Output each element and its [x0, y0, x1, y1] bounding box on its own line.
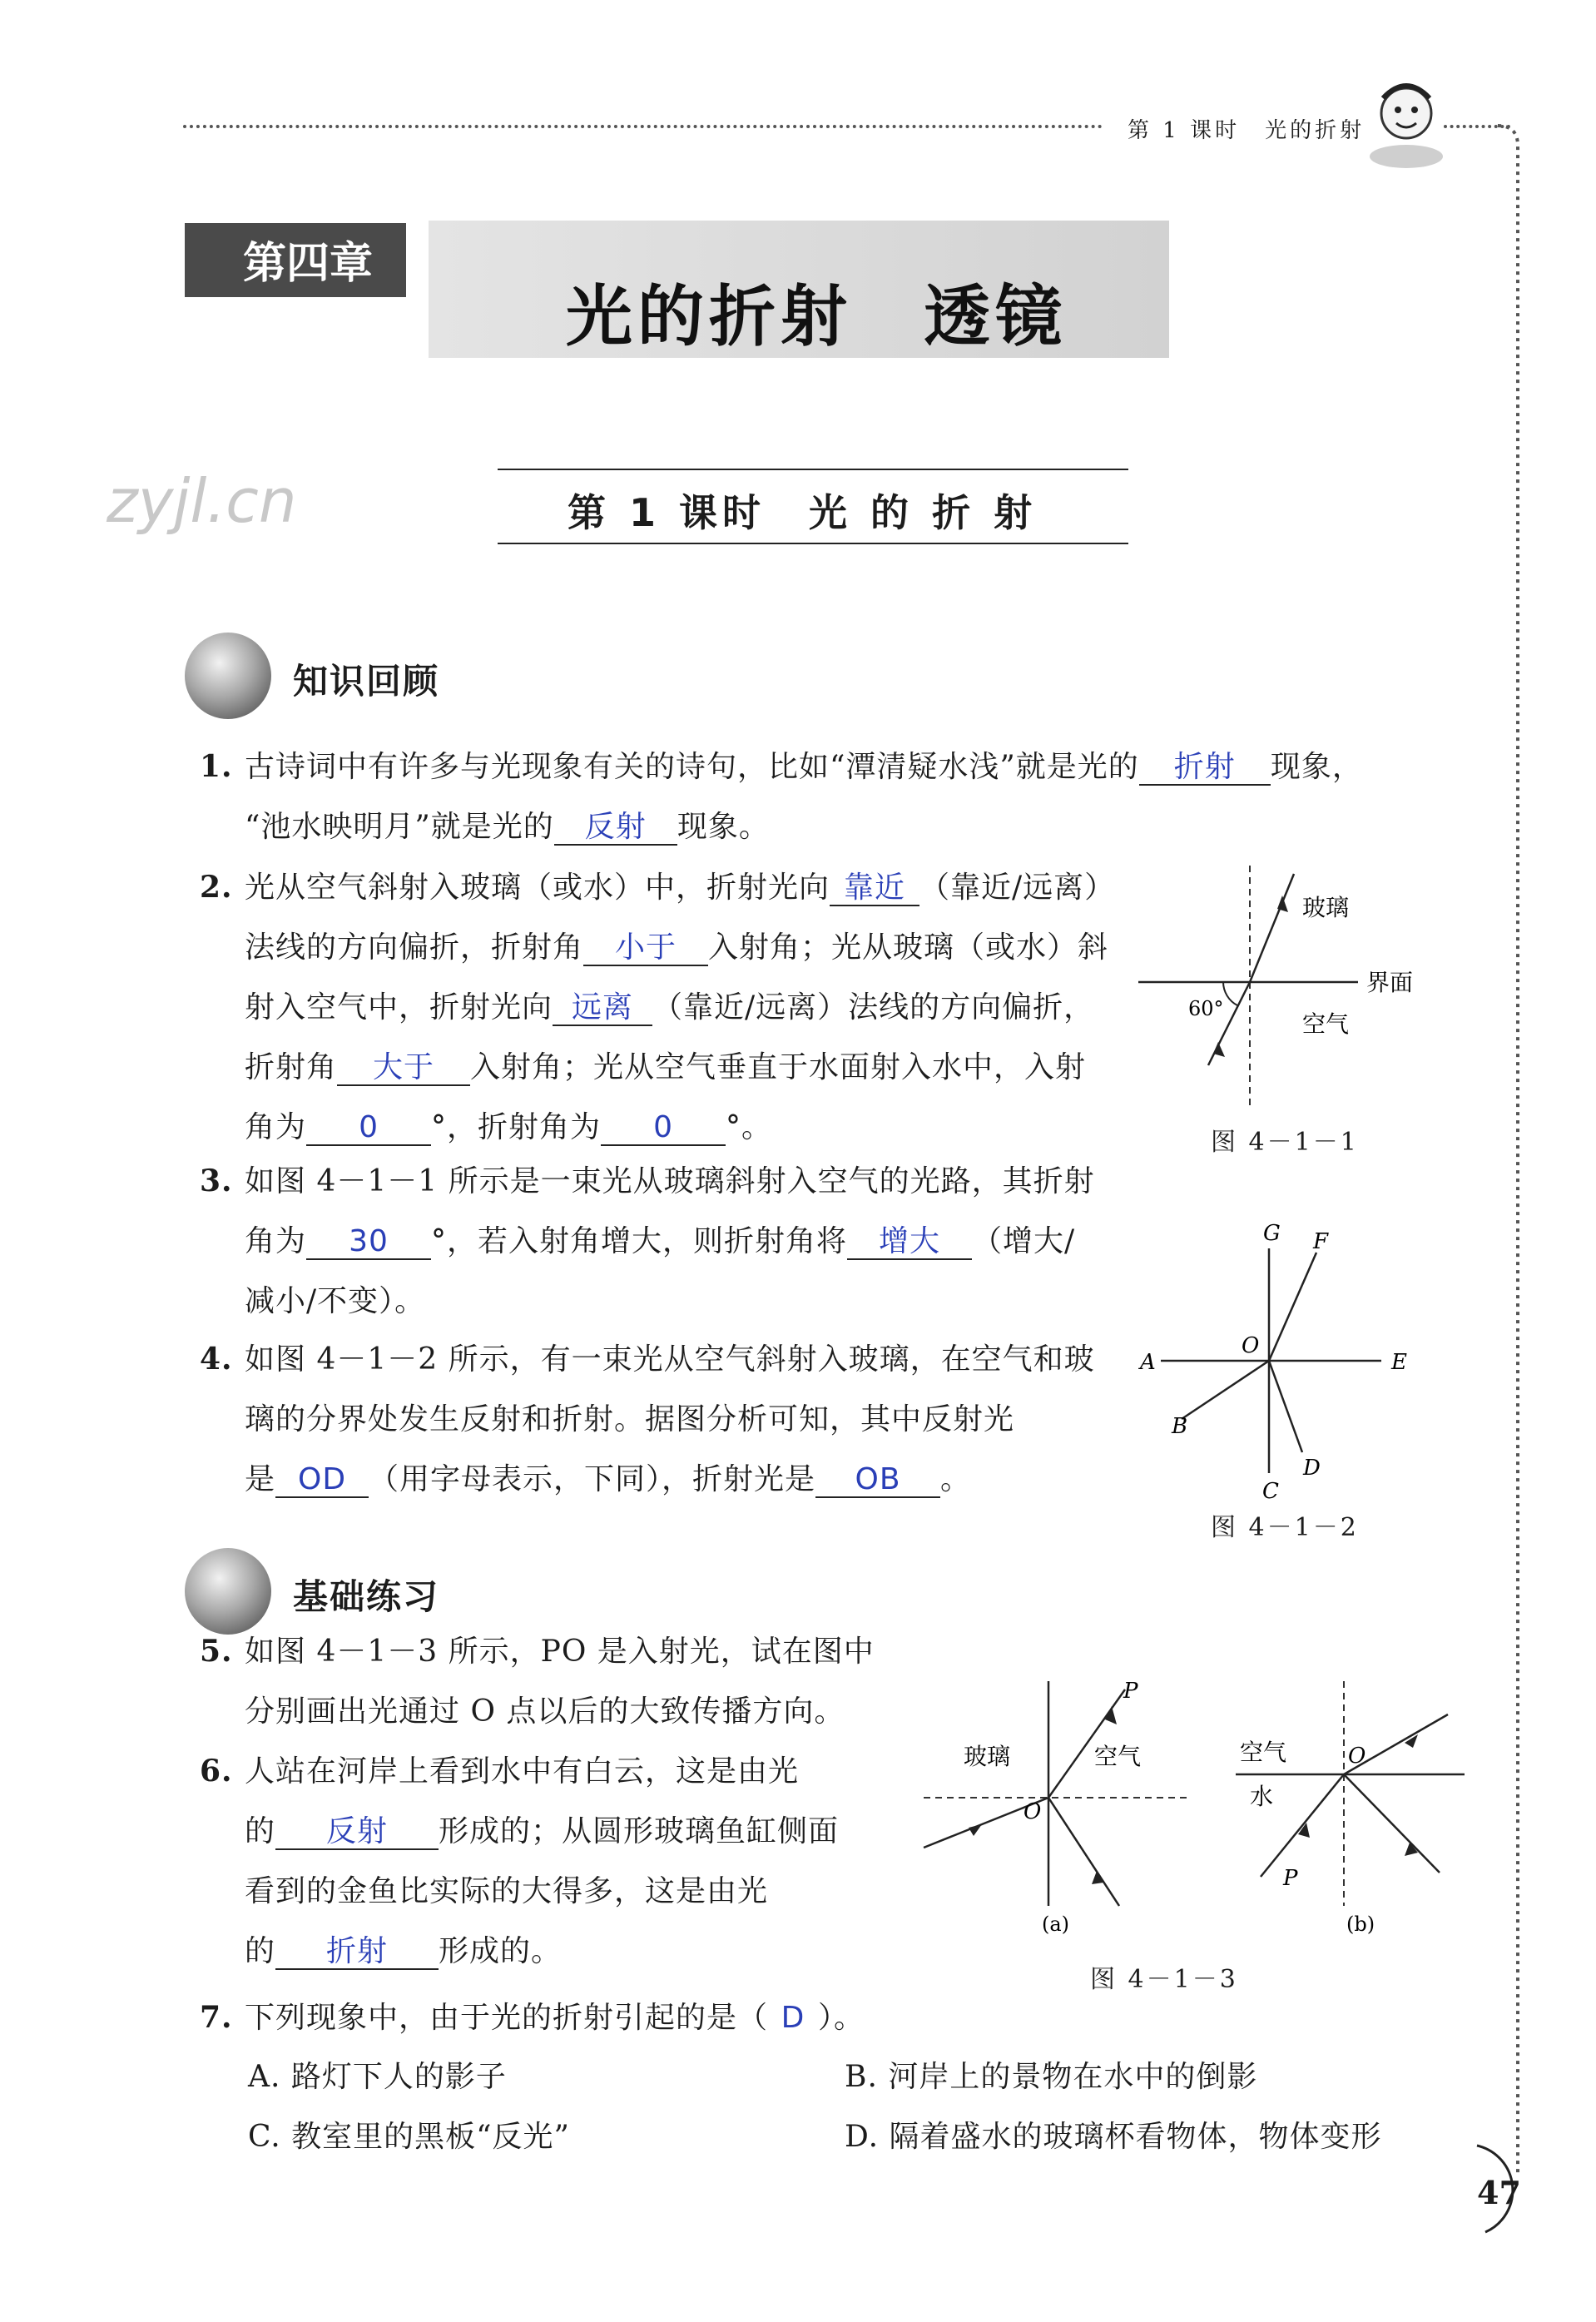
- option-a: A. 路灯下人的影子: [248, 2060, 507, 2094]
- svg-text:B: B: [1172, 1414, 1188, 1439]
- figure-caption: 图 4－1－1: [1211, 1128, 1359, 1157]
- option-d: D. 隔着盛水的玻璃杯看物体，物体变形: [845, 2120, 1382, 2154]
- svg-text:空气: 空气: [1094, 1743, 1142, 1770]
- answer-blank: 靠近: [830, 871, 919, 906]
- lesson-rule-bottom: [498, 543, 1128, 544]
- label-air: 空气: [1302, 1010, 1350, 1038]
- incident-ray: [1250, 874, 1294, 982]
- svg-text:O: O: [1242, 1333, 1260, 1358]
- question-4: 4. 如图 4－1－2 所示，有一束光从空气斜射入玻璃，在空气和玻 璃的分界处发生反射和折射。据图分析可知，其中反射光 是 OD （用字母表示，下同），折射光是 OB 。: [200, 1329, 1123, 1510]
- question-6: 6. 人站在河岸上看到水中有白云，这是由光 的 反射 形成的；从圆形玻璃鱼缸侧面 看到的金鱼比实际的大得多，这是由光 的 折射 形成的。: [200, 1741, 915, 1982]
- mascot-icon: [1365, 73, 1448, 173]
- answer-blank: 反射: [275, 1815, 439, 1850]
- svg-text:空气: 空气: [1240, 1739, 1287, 1766]
- figure-4-1-1: [1132, 857, 1415, 1157]
- question-3: 3. 如图 4－1－1 所示是一束光从玻璃斜射入空气的光路，其折射 角为 30 °，若入射角增大，则折射角将 增大 （增大/ 减小/不变）。: [200, 1151, 1123, 1332]
- figure-4-1-3a: [915, 1673, 1215, 1939]
- answer-choice: D: [781, 2001, 805, 2035]
- question-5: 5. 如图 4－1－3 所示，PO 是入射光，试在图中 分别画出光通过 O 点以后的大致传播方向。: [200, 1621, 915, 1742]
- answer-blank: 远离: [553, 991, 652, 1026]
- question-number: 1.: [200, 749, 233, 784]
- section-practice-title: 基础练习: [293, 1576, 440, 1617]
- svg-text:玻璃: 玻璃: [964, 1743, 1011, 1770]
- watermark: zyjl.cn: [107, 466, 297, 536]
- question-2: 2. 光从空气斜射入玻璃（或水）中，折射光向 靠近 （靠近/远离） 法线的方向偏折，折射角 小于 入射角；光从玻璃（或水）斜 射入空气中，折射光向 远离 （靠近/远离）法线的方向偏折， 折射角 大于 入射角；光从空气垂直于水面射入水中，入射 角为 0 °，折射角为 0 °。: [200, 857, 1123, 1158]
- figure-4-1-3b: [1232, 1673, 1481, 1939]
- svg-text:水: 水: [1250, 1783, 1274, 1810]
- lesson-rule-top: [498, 469, 1128, 470]
- answer-blank: OB: [815, 1463, 940, 1498]
- answer-blank: 0: [306, 1111, 431, 1146]
- svg-text:D: D: [1303, 1456, 1321, 1481]
- question-number: 4.: [200, 1342, 233, 1377]
- figure-caption: 图 4－1－2: [1211, 1513, 1359, 1542]
- answer-blank: 30: [306, 1225, 431, 1260]
- question-number: 2.: [200, 870, 233, 905]
- svg-text:C: C: [1262, 1479, 1279, 1504]
- question-7: 7. 下列现象中，由于光的折射引起的是（ D ）。: [200, 1987, 1448, 2048]
- answer-blank: OD: [275, 1463, 369, 1498]
- answer-blank: 反射: [554, 811, 677, 846]
- answer-blank: 增大: [847, 1225, 972, 1260]
- answer-blank: 折射: [1139, 751, 1271, 786]
- svg-text:E: E: [1391, 1350, 1407, 1375]
- chapter-tag: 第四章: [185, 223, 406, 297]
- page-number: 47: [1477, 2174, 1521, 2211]
- right-margin-dotted-border: [1498, 121, 1531, 2201]
- running-title: 第 1 课时 光的折射: [1128, 118, 1366, 143]
- header-rule-left: [183, 125, 1103, 128]
- label-surface: 界面: [1366, 969, 1414, 996]
- label-angle: 60°: [1188, 997, 1224, 1020]
- answer-blank: 大于: [337, 1051, 470, 1086]
- label-glass: 玻璃: [1302, 894, 1350, 921]
- answer-blank: 折射: [275, 1935, 439, 1970]
- option-c: C. 教室里的黑板“反光”: [248, 2120, 570, 2154]
- figure-caption: 图 4－1－3: [1090, 1965, 1238, 1994]
- question-number: 3.: [200, 1163, 233, 1198]
- answer-blank: 0: [601, 1111, 726, 1146]
- svg-text:P: P: [1123, 1679, 1138, 1704]
- question-number: 5.: [200, 1634, 233, 1669]
- svg-text:G: G: [1263, 1221, 1281, 1246]
- svg-text:(a): (a): [1042, 1913, 1070, 1936]
- svg-text:A: A: [1140, 1350, 1156, 1375]
- globe-icon: [185, 633, 271, 719]
- svg-text:P: P: [1283, 1866, 1298, 1891]
- figure-4-1-2: [1132, 1215, 1423, 1515]
- svg-text:(b): (b): [1346, 1913, 1375, 1936]
- question-number: 7.: [200, 2000, 233, 2035]
- question-number: 6.: [200, 1754, 233, 1789]
- question-1: 1. 古诗词中有许多与光现象有关的诗句，比如“潭清疑水浅”就是光的 折射 现象， “池水映明月”就是光的 反射 现象。: [200, 737, 1465, 857]
- section-review-title: 知识回顾: [293, 661, 440, 702]
- chapter-title: 光的折射 透镜: [566, 278, 1067, 355]
- svg-text:O: O: [1024, 1799, 1042, 1824]
- lesson-title: 第 1 课时 光 的 折 射: [568, 490, 1038, 535]
- svg-text:F: F: [1313, 1229, 1329, 1254]
- option-b: B. 河岸上的景物在水中的倒影: [845, 2060, 1258, 2094]
- svg-text:O: O: [1348, 1744, 1366, 1769]
- answer-blank: 小于: [583, 931, 708, 966]
